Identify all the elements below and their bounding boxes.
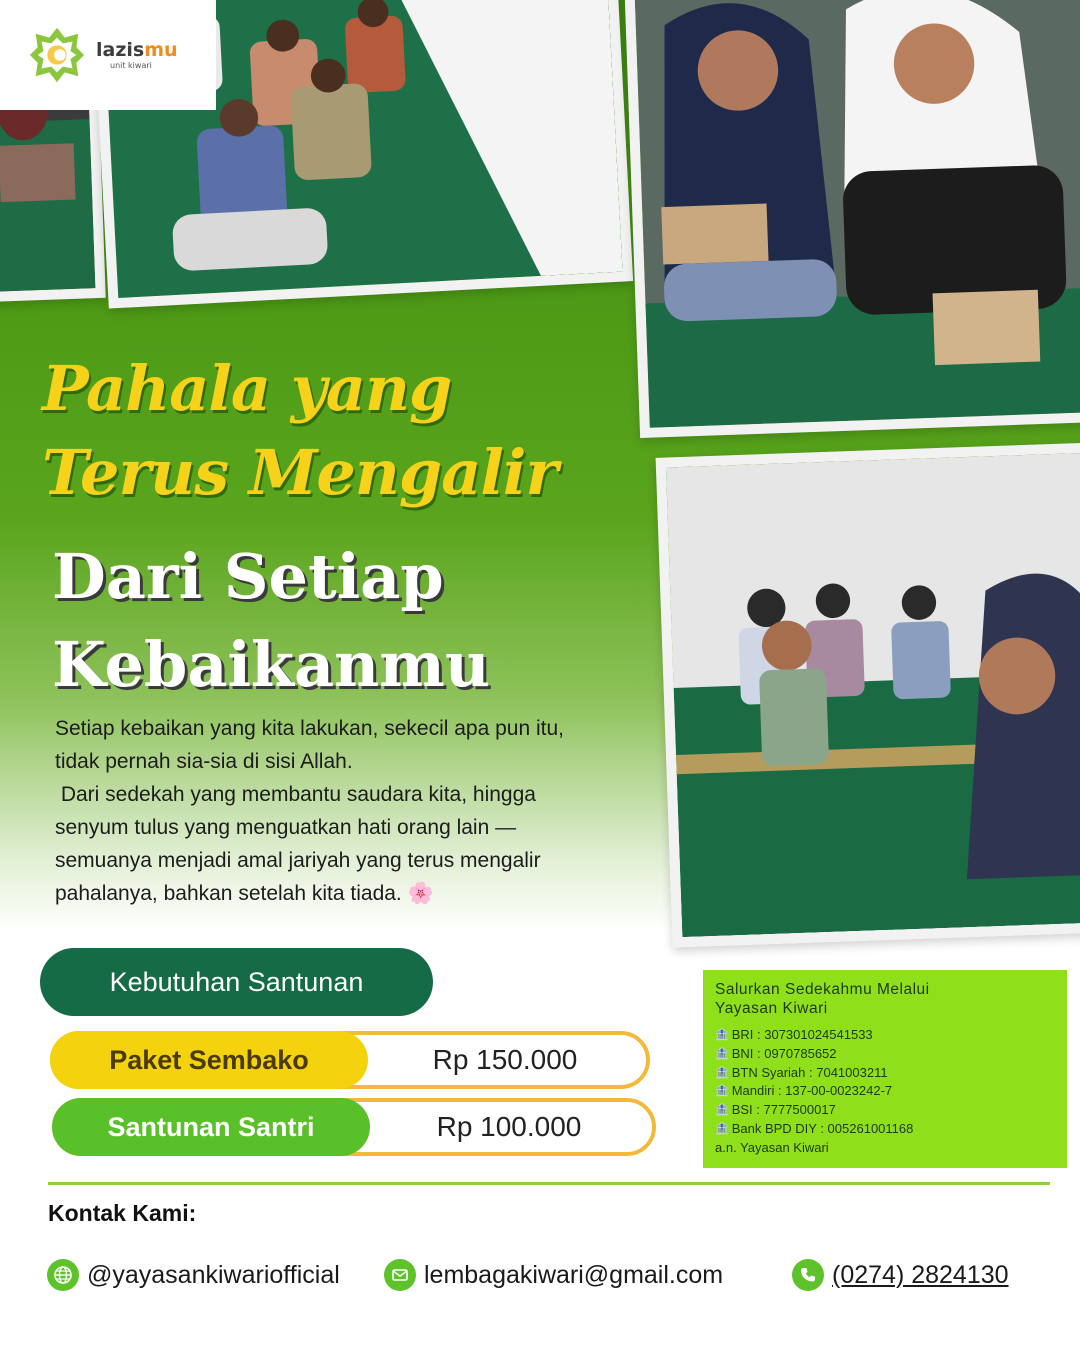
- body-line: Setiap kebaikan yang kita lakukan, sekecil apa pun itu,: [55, 717, 564, 740]
- logo-box: [0, 0, 216, 110]
- needs-heading-badge: Kebutuhan Santunan: [40, 948, 433, 1016]
- bank-building-icon: 🏦: [715, 1066, 729, 1079]
- photo-girls-with-boxes: [624, 0, 1080, 438]
- phone-number[interactable]: (0274) 2824130: [832, 1260, 1009, 1289]
- bank-account-list: [715, 1026, 1055, 1158]
- headline-script-line2: Terus Mengalir: [42, 436, 558, 509]
- bank-building-icon: 🏦: [715, 1122, 729, 1135]
- headline-script-line1: Pahala yang: [42, 352, 452, 425]
- contact-email[interactable]: [384, 1256, 723, 1294]
- kiwari-emblem-icon: [28, 26, 86, 84]
- bank-account-item: 🏦 BRI : 307301024541533: [715, 1026, 1055, 1045]
- bank-building-icon: 🏦: [715, 1104, 729, 1117]
- need-price: Rp 150.000: [432, 1044, 578, 1075]
- phone-icon: [792, 1259, 824, 1291]
- need-label: Paket Sembako: [50, 1031, 368, 1089]
- need-price: Rp 100.000: [436, 1111, 582, 1142]
- bank-account-item: 🏦 BSI : 7777500017: [715, 1101, 1055, 1120]
- bank-title: Salurkan Sedekahmu Melalui Yayasan Kiwari: [715, 981, 930, 1017]
- contact-heading: Kontak Kami:: [48, 1200, 197, 1226]
- globe-icon: [47, 1259, 79, 1291]
- bank-info-box: [703, 970, 1067, 1168]
- instagram-handle[interactable]: @yayasankiwariofficial: [87, 1260, 340, 1289]
- body-line: pahalanya, bahkan setelah kita tiada. 🌸: [55, 882, 434, 905]
- bank-building-icon: 🏦: [715, 1085, 729, 1098]
- logo-name: lazismu: [96, 38, 178, 61]
- photo-children-praying-room: [656, 442, 1080, 947]
- bank-building-icon: 🏦: [715, 1029, 729, 1041]
- contact-phone[interactable]: [792, 1256, 1009, 1294]
- need-row-sembako: [50, 1031, 650, 1089]
- bank-account-item: 🏦 BNI : 0970785652: [715, 1045, 1055, 1064]
- headline-serif-line1: Dari Setiap: [52, 540, 444, 613]
- bank-account-item: 🏦 Bank BPD DIY : 005261001168: [715, 1120, 1055, 1139]
- contact-instagram[interactable]: [47, 1256, 340, 1294]
- section-divider: [48, 1182, 1050, 1185]
- need-label: Santunan Santri: [52, 1098, 370, 1156]
- headline-serif-line2: Kebaikanmu: [52, 628, 490, 701]
- need-row-santri: [52, 1098, 656, 1156]
- body-line: semuanya menjadi amal jariyah yang terus mengalir: [55, 849, 541, 872]
- bank-account-item: 🏦 BTN Syariah : 7041003211: [715, 1064, 1055, 1083]
- body-paragraph: [55, 712, 655, 910]
- email-address[interactable]: lembagakiwari@gmail.com: [424, 1260, 724, 1289]
- logo-subtitle: unit kiwari: [110, 60, 152, 70]
- body-line: tidak pernah sia-sia di sisi Allah.: [55, 750, 353, 773]
- mail-icon: [384, 1259, 416, 1291]
- body-line: Dari sedekah yang membantu saudara kita, hingga: [55, 783, 536, 806]
- bank-account-item: 🏦 Mandiri : 137-00-0023242-7: [715, 1082, 1055, 1101]
- bank-building-icon: 🏦: [715, 1047, 729, 1060]
- body-line: senyum tulus yang menguatkan hati orang lain —: [55, 816, 517, 839]
- bank-account-owner: a.n. Yayasan Kiwari: [715, 1139, 829, 1155]
